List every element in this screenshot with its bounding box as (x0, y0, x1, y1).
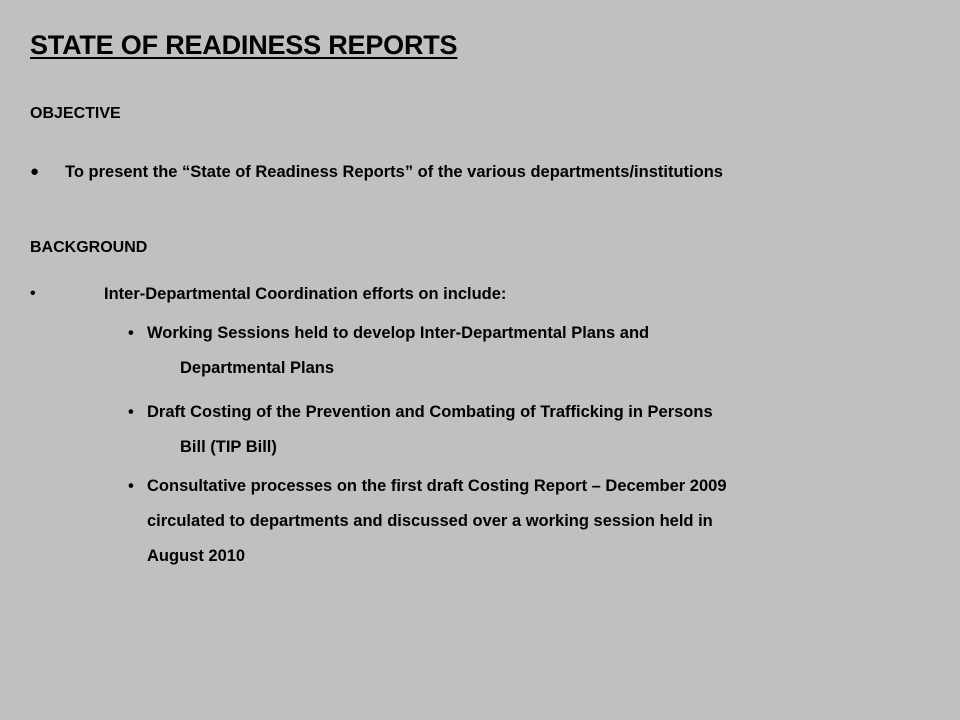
sub-item-line: Working Sessions held to develop Inter-Departmental Plans and (147, 324, 650, 342)
background-sub-item-3 (128, 469, 928, 574)
objective-heading: OBJECTIVE (30, 105, 121, 122)
sub-bullet-icon: • (128, 403, 134, 421)
objective-bullet-icon: ● (30, 163, 40, 180)
sub-item-line: Draft Costing of the Prevention and Combating of Trafficking in Persons (147, 403, 713, 421)
sub-item-line: Departmental Plans (180, 359, 335, 377)
objective-item: To present the “State of Readiness Reports” of the various departments/institutions (65, 163, 723, 181)
background-bullet-icon: • (30, 285, 36, 302)
background-heading: BACKGROUND (30, 239, 148, 256)
sub-item-line: August 2010 (147, 547, 246, 565)
sub-item-line: Bill (TIP Bill) (180, 438, 277, 456)
background-intro: Inter-Departmental Coordination efforts on include: (104, 285, 507, 303)
sub-item-line: Consultative processes on the first draft Costing Report – December 2009 (147, 477, 727, 495)
sub-bullet-icon: • (128, 324, 134, 342)
slide-title: STATE OF READINESS REPORTS (30, 30, 458, 60)
sub-item-line: circulated to departments and discussed over a working session held in (147, 512, 713, 530)
background-sub-item-1 (128, 316, 928, 386)
background-sub-item-2 (128, 395, 928, 465)
sub-bullet-icon: • (128, 477, 134, 495)
